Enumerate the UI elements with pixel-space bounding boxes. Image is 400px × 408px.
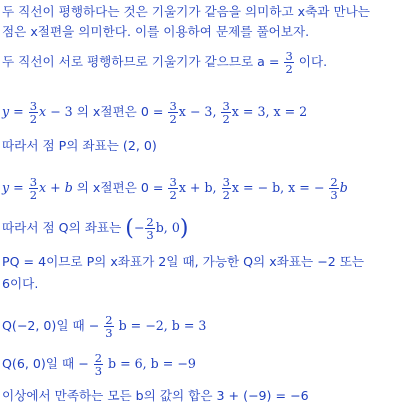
- case2-prefix: Q(6, 0)일 때 −: [2, 356, 89, 371]
- case1-prefix: Q(−2, 0)일 때 −: [2, 318, 100, 333]
- slope-equal-line: [2, 50, 398, 75]
- eq1-end2: x = 3, x = 2: [231, 104, 308, 119]
- pq-line-2: 6이다.: [2, 276, 39, 291]
- slope-suffix: 이다.: [298, 54, 328, 69]
- conclusion-line: 이상에서 만족하는 모든 b의 값의 합은 3 + (−9) = −6: [2, 388, 309, 403]
- line1-x-intercept: y = $\frac{3}{2}$ x − 3 의 x절편은 0 = $\frac{3}{2}$ x − 3, $\frac{3}{2}$ x = 3, x = 2: [2, 99, 308, 126]
- q-coord-prefix: 따라서 점 Q의 좌표는: [2, 220, 122, 235]
- slope-fraction: $\frac{3}{2}$: [285, 49, 293, 76]
- eq1-tail: 의 x절편은 0 =: [76, 104, 164, 119]
- q-coordinate-line: 따라서 점 Q의 좌표는 (− $\frac{2}{3}$ b, 0): [2, 215, 189, 242]
- eq2-tail: 의 x절편은 0 =: [76, 180, 164, 195]
- intro-line-1: 두 직선이 평행하다는 것은 기울기가 같음을 의미하고 x축과 만나는: [2, 4, 370, 19]
- case-1: Q(−2, 0)일 때 − $\frac{2}{3}$ b = −2, b = 3: [2, 313, 207, 340]
- p-coordinate-line: 따라서 점 P의 좌표는 (2, 0): [2, 138, 157, 153]
- case1-suffix: b = −2, b = 3: [118, 318, 207, 333]
- line2-x-intercept: y = $\frac{3}{2}$ x + b 의 x절편은 0 = $\frac{3}{2}$ x + b, $\frac{3}{2}$ x = − b, x = − $\frac{2}{3}$ b: [2, 175, 348, 202]
- pq-line-1: PQ = 4이므로 P의 x좌표가 2일 때, 가능한 Q의 x좌표는 −2 또는: [2, 254, 365, 269]
- case2-suffix: b = 6, b = −9: [108, 356, 196, 371]
- case-2: Q(6, 0)일 때 − $\frac{2}{3}$ b = 6, b = −9: [2, 351, 196, 378]
- eq1-end: x − 3,: [178, 104, 217, 119]
- eq2-mid2: x = − b, x = −: [231, 180, 325, 195]
- eq2-mid: x + b,: [178, 180, 217, 195]
- intro-line-2: 점은 x절편을 의미한다. 이를 이용하여 문제를 풀어보자.: [2, 24, 310, 39]
- eq2-end: b: [339, 180, 348, 195]
- slope-prefix: 두 직선이 서로 평행하므로 기울기가 같으므로 a =: [2, 54, 280, 69]
- q-coord-inner: b, 0: [155, 220, 180, 235]
